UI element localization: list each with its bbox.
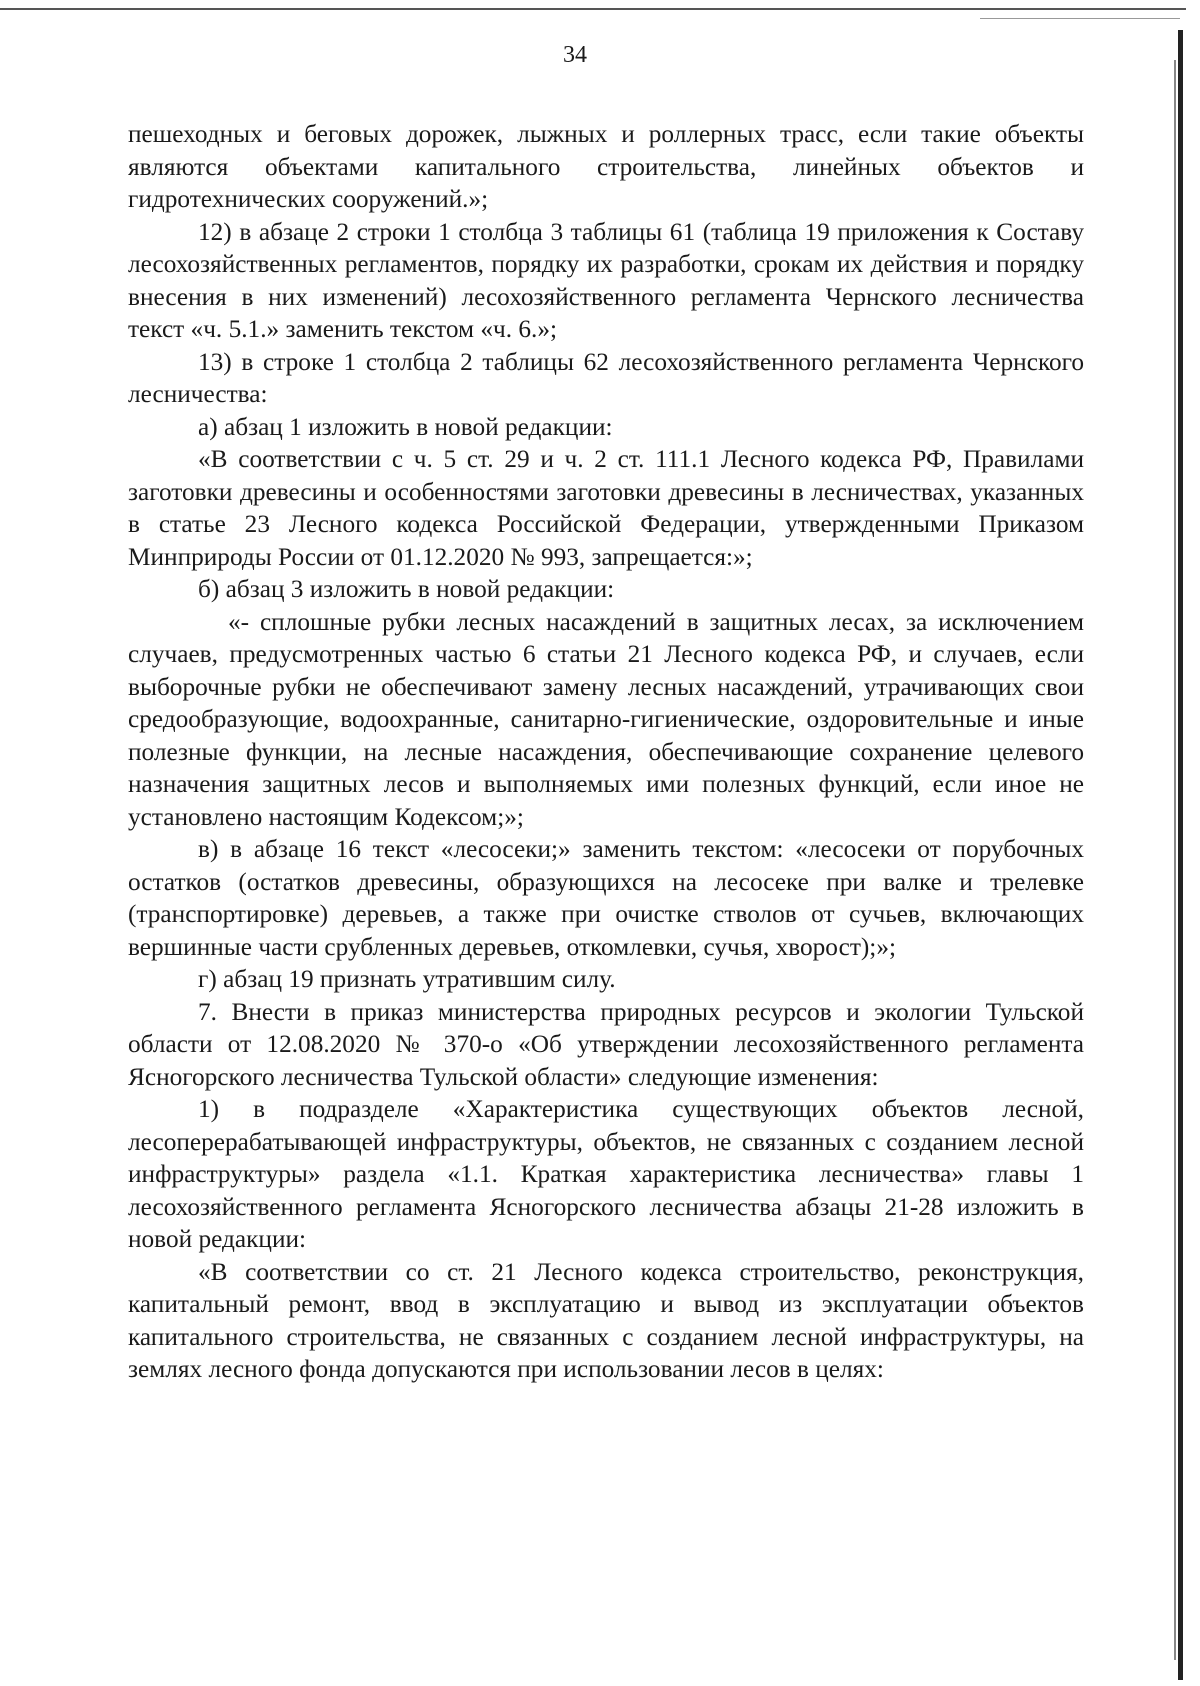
paragraph-item-13: 13) в строке 1 столбца 2 таблицы 62 лесохозяйственного регламента Чернского лесничества: [128, 347, 1084, 408]
document-body [128, 118, 1084, 1386]
paragraph-subitem-a: а) абзац 1 изложить в новой редакции: [198, 412, 613, 441]
paragraph-quote-article-21: «В соответствии со ст. 21 Лесного кодекса строительство, реконструкция, капитальный ремонт, ввод в эксплуатацию и вывод из эксплуатации объектов капитального строительства, не связанных с созданием лесной инфраструктуры, на землях лесного фонда допускаются при использовании лесов в целях: [128, 1257, 1084, 1383]
paragraph-subitem-b: б) абзац 3 изложить в новой редакции: [198, 575, 615, 603]
scan-border-right-secondary [1174, 60, 1176, 1660]
paragraph-item-12: 12) в абзаце 2 строки 1 столбца 3 таблицы 61 (таблица 19 приложения к Составу лесохозяйственных регламентов, порядку их разработки, срокам их действия и порядку внесения в них изменений) лесохозяйственного регламента Чернского лесничества текст «ч. 5.1.» заменить текстом «ч. 6.»; [128, 217, 1084, 343]
paragraph-subitem-g: г) абзац 19 признать утратившим силу. [198, 965, 616, 993]
scan-border-right [1178, 30, 1183, 1680]
paragraph-quote-b: «- сплошные рубки лесных насаждений в защитных лесах, за исключением случаев, предусмотренных частью 6 статьи 21 Лесного кодекса РФ, и случаев, если выборочные рубки не обеспечивают замену лесных насаждений, утрачивающих свои средообразующие, водоохранные, санитарно-гигиенические, оздоровительные и иные полезные функции, на лесные насаждения, обеспечивающие сохранение целевого назначения защитных лесов и выполняемых ими полезных функций, если иное не установлено настоящим Кодексом;»; [128, 607, 1084, 831]
page-number: 34 [563, 42, 587, 68]
paragraph-subitem-v: в) в абзаце 16 текст «лесосеки;» заменить текстом: «лесосеки от порубочных остатков (остатков древесины, образующихся на лесосеке при валке и трелевке (транспортировке) деревьев, а также при очистке стволов от сучьев, включающих вершинные части срубленных деревьев, откомлевки, сучья, хворост);»; [128, 835, 1084, 961]
scan-border-top-secondary [980, 18, 1180, 19]
paragraph-item-1: 1) в подразделе «Характеристика существующих объектов лесной, лесоперерабатывающей инфраструктуры, объектов, не связанных с созданием лесной инфраструктуры» раздела «1.1. Краткая характеристика лесничества» главы 1 лесохозяйственного регламента Ясногорского лесничества абзацы 21-28 изложить в новой редакции: [128, 1095, 1084, 1253]
paragraph-section-7: 7. Внести в приказ министерства природных ресурсов и экологии Тульской области от 12.08.2020 № 370-о «Об утверждении лесохозяйственного регламента Ясногорского лесничества Тульской области» следующие изменения: [128, 997, 1084, 1091]
paragraph-quote-a: «В соответствии с ч. 5 ст. 29 и ч. 2 ст. 111.1 Лесного кодекса РФ, Правилами заготовки древесины и особенностями заготовки древесины в лесничествах, указанных в статье 23 Лесного кодекса Российской Федерации, утвержденными Приказом Минприроды России от 01.12.2020 № 993, запрещается:»; [128, 445, 1084, 571]
scan-border-top [0, 8, 1186, 10]
paragraph-continuation: пешеходных и беговых дорожек, лыжных и роллерных трасс, если такие объекты являются объектами капитального строительства, линейных объектов и гидротехнических сооружений.»; [128, 120, 1084, 213]
